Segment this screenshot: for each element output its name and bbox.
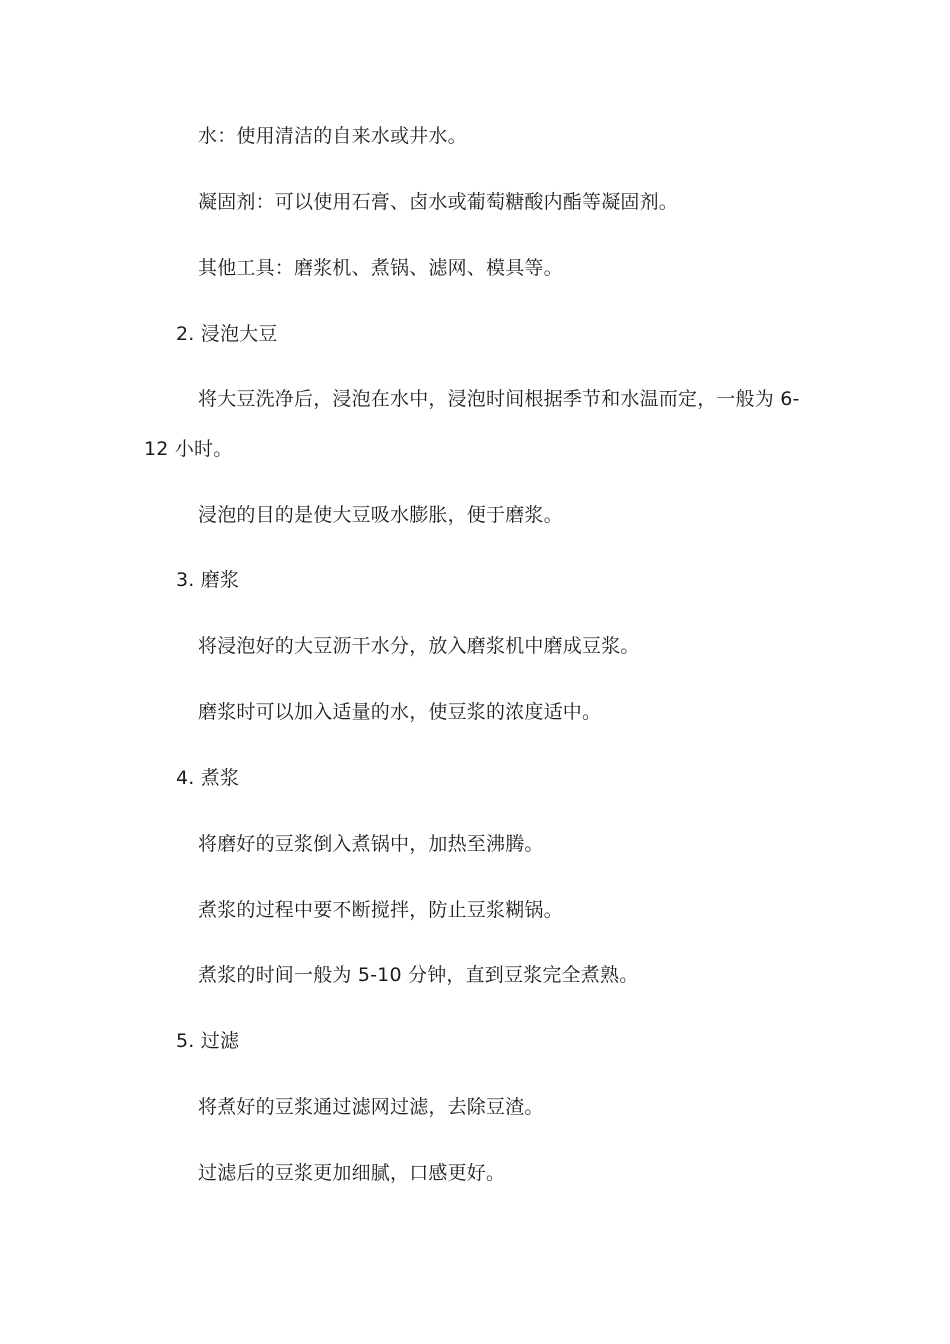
paragraph-filter-result: 过滤后的豆浆更加细腻，口感更好。	[198, 1162, 506, 1184]
paragraph-soak-instructions: 将大豆洗净后，浸泡在水中，浸泡时间根据季节和水温而定，一般为 6-	[198, 388, 800, 410]
paragraph-water: 水：使用清洁的自来水或井水。	[198, 125, 467, 147]
paragraph-soak-purpose: 浸泡的目的是使大豆吸水膨胀，便于磨浆。	[198, 504, 563, 526]
paragraph-soak-instructions-continued: 12 小时。	[144, 438, 233, 460]
heading-soak-beans: 2. 浸泡大豆	[176, 323, 278, 345]
paragraph-boil-instructions: 将磨好的豆浆倒入煮锅中，加热至沸腾。	[198, 833, 544, 855]
paragraph-boil-time: 煮浆的时间一般为 5-10 分钟，直到豆浆完全煮熟。	[198, 964, 639, 986]
paragraph-grind-water: 磨浆时可以加入适量的水，使豆浆的浓度适中。	[198, 701, 602, 723]
paragraph-other-tools: 其他工具：磨浆机、煮锅、滤网、模具等。	[198, 257, 563, 279]
paragraph-filter-instructions: 将煮好的豆浆通过滤网过滤，去除豆渣。	[198, 1096, 544, 1118]
heading-grind: 3. 磨浆	[176, 569, 240, 591]
paragraph-grind-instructions: 将浸泡好的大豆沥干水分，放入磨浆机中磨成豆浆。	[198, 635, 640, 657]
paragraph-coagulant: 凝固剂：可以使用石膏、卤水或葡萄糖酸内酯等凝固剂。	[198, 191, 679, 213]
heading-boil: 4. 煮浆	[176, 767, 240, 789]
paragraph-boil-stir: 煮浆的过程中要不断搅拌，防止豆浆糊锅。	[198, 899, 563, 921]
heading-filter: 5. 过滤	[176, 1030, 240, 1052]
